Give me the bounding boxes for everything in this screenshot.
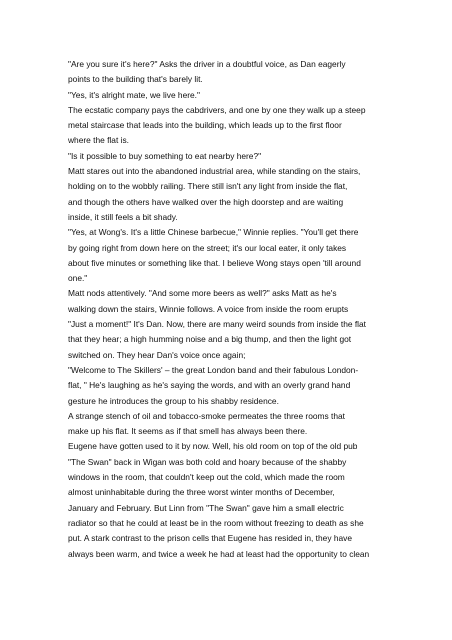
text-line: "Is it possible to buy something to eat nearby here?" — [68, 150, 262, 161]
text-line: gesture he introduces the group to his shabby residence. — [68, 395, 279, 406]
text-line: January and February. But Linn from "The Swan" gave him a small electric — [68, 502, 344, 513]
text-line: "Yes, it's alright mate, we live here." — [68, 89, 200, 100]
text-line: switched on. They hear Dan's voice once again; — [68, 349, 246, 360]
text-line: "Just a moment!" It's Dan. Now, there are many weird sounds from inside the flat — [68, 319, 367, 330]
text-line: windows in the room, that couldn't keep out the cold, which made the room — [68, 472, 345, 483]
text-line: always been warm, and twice a week he had at least had the opportunity to clean — [68, 548, 370, 559]
text-line: about five minutes or something like that. I believe Wong stays open 'till around — [68, 257, 361, 268]
text-line: flat, " He's laughing as he's saying the words, and with an overly grand hand — [68, 380, 351, 391]
text-line: "Yes, at Wong's. It's a little Chinese barbecue," Winnie replies. "You'll get there — [68, 227, 359, 238]
text-line: "Welcome to The Skillers' – the great London band and their fabulous London- — [68, 364, 359, 375]
text-line: almost uninhabitable during the three worst winter months of December, — [68, 487, 335, 498]
text-line: Matt stares out into the abandoned industrial area, while standing on the stairs, — [68, 166, 361, 177]
text-line: make up his flat. It seems as if that smell has always been there. — [68, 426, 308, 437]
text-line: Matt nods attentively. "And some more beers as well?" asks Matt as he's — [68, 288, 337, 299]
text-line: and though the others have walked over the high doorstep and are waiting — [68, 196, 344, 207]
text-line: metal staircase that leads into the building, which leads up to the first floor — [68, 120, 342, 131]
text-line: put. A stark contrast to the prison cells that Eugene has resided in, they have — [68, 533, 352, 544]
text-line: that they hear; a high humming noise and a big thump, and then the light got — [68, 334, 352, 345]
text-line: walking down the stairs, Winnie follows. A voice from inside the room erupts — [68, 303, 349, 314]
text-line: The ecstatic company pays the cabdrivers, and one by one they walk up a steep — [68, 104, 366, 115]
text-line: A strange stench of oil and tobacco-smoke permeates the three rooms that — [68, 410, 345, 421]
text-line: by going right from down here on the street; it's our local eater, it only takes — [68, 242, 347, 253]
text-line: holding on to the wobbly railing. There still isn't any light from inside the flat, — [68, 181, 348, 192]
text-line: where the flat is. — [68, 135, 129, 146]
text-line: one." — [68, 273, 88, 284]
text-line: inside, it still feels a bit shady. — [68, 211, 178, 222]
text-line: points to the building that's barely lit. — [68, 74, 203, 85]
text-line: Eugene have gotten used to it by now. Well, his old room on top of the old pub — [68, 441, 358, 452]
text-line: radiator so that he could at least be in the room without freezing to death as she — [68, 517, 364, 528]
body-text — [68, 57, 408, 562]
text-line: "Are you sure it's here?" Asks the driver in a doubtful voice, as Dan eagerly — [68, 59, 346, 69]
text-line: "The Swan" back in Wigan was both cold and hoary because of the shabby — [68, 456, 347, 467]
